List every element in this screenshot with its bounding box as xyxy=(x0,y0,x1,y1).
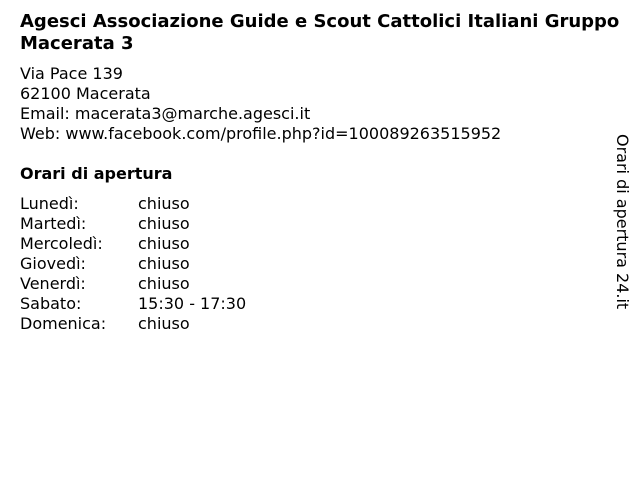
hours-row-wednesday xyxy=(20,234,246,254)
day-hours: chiuso xyxy=(138,254,190,273)
day-label: Sabato: xyxy=(20,294,82,313)
day-hours: chiuso xyxy=(138,194,190,213)
site-brand-vertical: Orari di apertura 24.it xyxy=(613,134,632,310)
day-label: Martedì: xyxy=(20,214,87,233)
day-label: Domenica: xyxy=(20,314,107,333)
day-label: Giovedì: xyxy=(20,254,86,273)
day-hours: 15:30 - 17:30 xyxy=(138,294,247,313)
day-hours: chiuso xyxy=(138,214,190,233)
hours-row-tuesday xyxy=(20,214,246,234)
day-hours: chiuso xyxy=(138,234,190,253)
hours-row-saturday xyxy=(20,294,246,314)
day-label: Venerdì: xyxy=(20,274,86,293)
day-label: Mercoledì: xyxy=(20,234,103,253)
business-name: Agesci Associazione Guide e Scout Cattolici Italiani Gruppo Macerata 3 xyxy=(20,11,620,54)
email-line: Email: macerata3@marche.agesci.it xyxy=(20,104,311,123)
street-address: Via Pace 139 xyxy=(20,64,123,83)
hours-row-sunday xyxy=(20,314,246,334)
day-hours: chiuso xyxy=(138,274,190,293)
web-line: Web: www.facebook.com/profile.php?id=100089263515952 xyxy=(20,124,502,143)
hours-row-monday xyxy=(20,194,246,214)
city-postal-code: 62100 Macerata xyxy=(20,84,151,103)
opening-hours-table xyxy=(20,194,246,334)
opening-hours-heading: Orari di apertura xyxy=(20,164,173,183)
day-label: Lunedì: xyxy=(20,194,79,213)
day-hours: chiuso xyxy=(138,314,190,333)
hours-row-thursday xyxy=(20,254,246,274)
hours-row-friday xyxy=(20,274,246,294)
address-block xyxy=(20,64,501,144)
